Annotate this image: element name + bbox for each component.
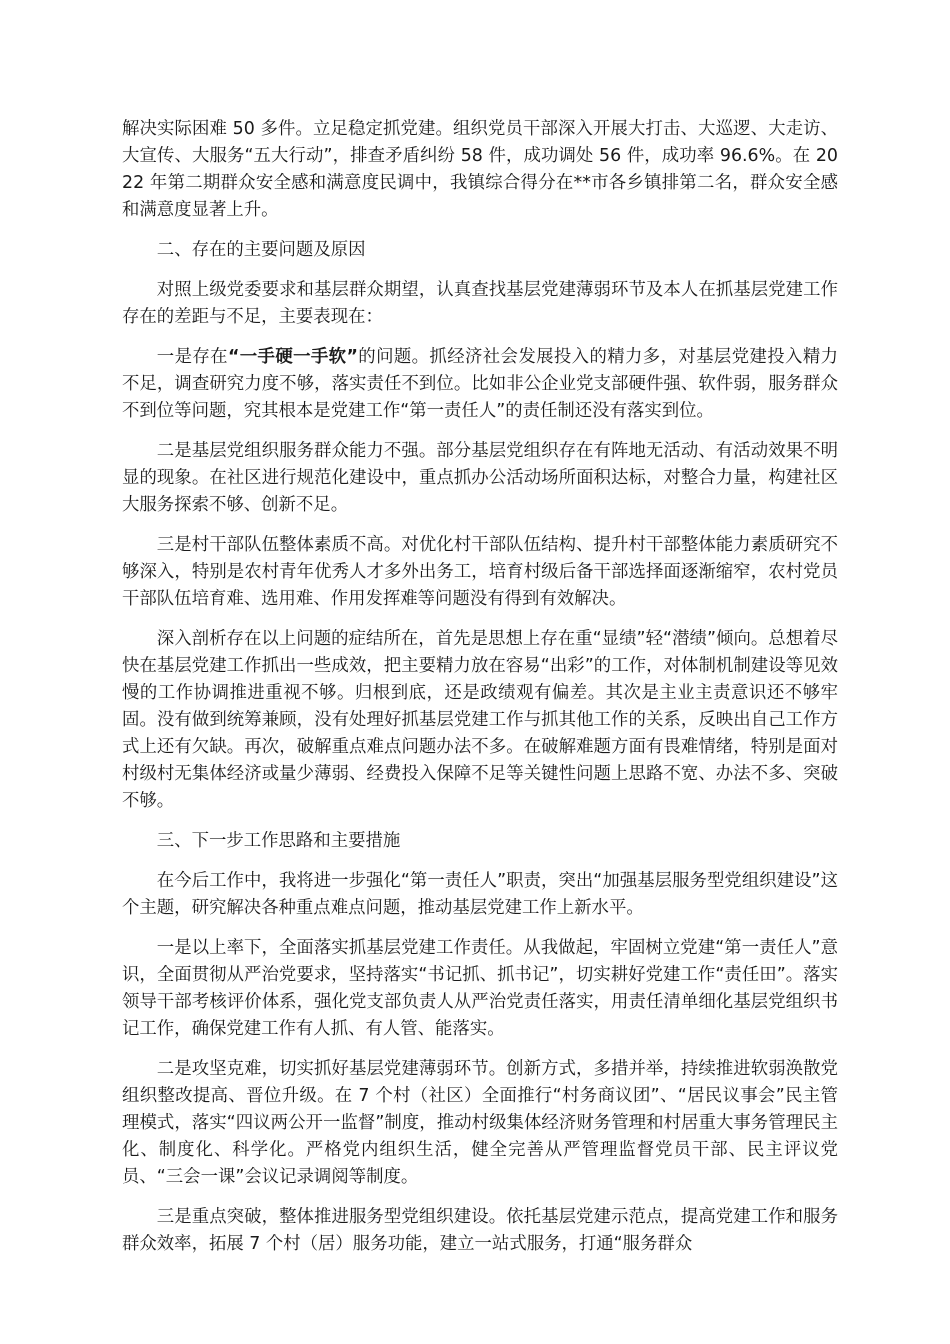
section-heading-next-steps: 三、下一步工作思路和主要措施 bbox=[156, 831, 401, 851]
document-page bbox=[122, 116, 838, 1271]
section-heading-problems: 二、存在的主要问题及原因 bbox=[156, 240, 366, 260]
paragraph-results-continuation: 解决实际困难 50 多件。立足稳定抓党建。组织党员干部深入开展大打击、大巡逻、大走访、大宣传、大服务“五大行动”，排查矛盾纠纷 58 件，成功调处 56 件，成功率 96.6%。在 2022 年第二期群众安全感和满意度民调中，我镇综合得分在**市各乡镇排第二名，群众安全感和满意度显著上升。 bbox=[122, 119, 838, 220]
paragraph-root-causes: 深入剖析存在以上问题的症结所在，首先是思想上存在重“显绩”轻“潜绩”倾向。总想着尽快在基层党建工作抓出一些成效，把主要精力放在容易“出彩”的工作，对体制机制建设等见效慢的工作协调推进重视不够。归根到底，还是政绩观有偏差。其次是主业主责意识还不够牢固。没有做到统筹兼顾，没有处理好抓基层党建工作与抓其他工作的关系，反映出自己工作方式上还有欠缺。再次，破解重点难点问题办法不多。在破解难题方面有畏难情绪，特别是面对村级村无集体经济或量少薄弱、经费投入保障不足等关键性问题上思路不宽、办法不多、突破不够。 bbox=[122, 629, 838, 811]
paragraph-next-steps-intro: 在今后工作中，我将进一步强化“第一责任人”职责，突出“加强基层服务型党组织建设”这个主题，研究解决各种重点难点问题，推动基层党建工作上新水平。 bbox=[122, 871, 838, 918]
paragraph-problem-three: 三是村干部队伍整体素质不高。对优化村干部队伍结构、提升村干部整体能力素质研究不够深入，特别是农村青年优秀人才多外出务工，培育村级后备干部选择面逐渐缩窄，农村党员干部队伍培育难、选用难、作用发挥难等问题没有得到有效解决。 bbox=[122, 535, 838, 609]
paragraph-problem-one bbox=[122, 344, 838, 425]
paragraph-measure-two: 二是攻坚克难，切实抓好基层党建薄弱环节。创新方式，多措并举，持续推进软弱涣散党组织整改提高、晋位升级。在 7 个村（社区）全面推行“村务商议团”、“居民议事会”民主管理模式，落实“四议两公开一监督”制度，推动村级集体经济财务管理和村居重大事务管理民主化、制度化、科学化。严格党内组织生活，健全完善从严管理监督党员干部、民主评议党员、“三会一课”会议记录调阅等制度。 bbox=[122, 1059, 838, 1187]
paragraph-problem-two: 二是基层党组织服务群众能力不强。部分基层党组织存在有阵地无活动、有活动效果不明显的现象。在社区进行规范化建设中，重点抓办公活动场所面积达标，对整合力量，构建社区大服务探索不够、创新不足。 bbox=[122, 441, 838, 515]
paragraph-measure-one: 一是以上率下，全面落实抓基层党建工作责任。从我做起，牢固树立党建“第一责任人”意识，全面贯彻从严治党要求，坚持落实“书记抓、抓书记”，切实耕好党建工作“责任田”。落实领导干部考核评价体系，强化党支部负责人从严治党责任落实，用责任清单细化基层党组织书记工作，确保党建工作有人抓、有人管、能落实。 bbox=[122, 938, 838, 1039]
problem-one-body: 的问题。抓经济社会发展投入的精力多，对基层党建投入精力不足，调查研究力度不够，落实责任不到位。比如非公企业党支部硬件强、软件弱，服务群众不到位等问题，究其根本是党建工作“第一责任人”的责任制还没有落实到位。 bbox=[122, 347, 838, 421]
problem-one-quote: “一手硬一手软” bbox=[227, 347, 358, 367]
paragraph-problems-intro: 对照上级党委要求和基层群众期望，认真查找基层党建薄弱环节及本人在抓基层党建工作存在的差距与不足，主要表现在： bbox=[122, 280, 838, 327]
paragraph-measure-three: 三是重点突破，整体推进服务型党组织建设。依托基层党建示范点，提高党建工作和服务群众效率，拓展 7 个村（居）服务功能，建立一站式服务，打通“服务群众 bbox=[122, 1207, 838, 1254]
problem-one-lead: 一是存在 bbox=[156, 347, 228, 367]
